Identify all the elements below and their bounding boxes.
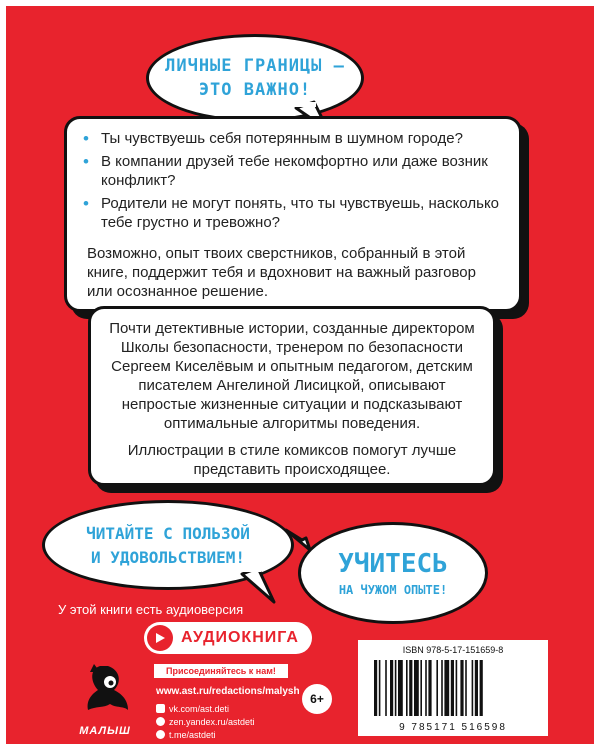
back-cover bbox=[6, 6, 594, 744]
bubble-read-line2: И УДОВОЛЬСТВИЕМ! bbox=[90, 547, 246, 567]
malysh-logo-icon bbox=[70, 660, 140, 720]
isbn-digits: 9 785171 516598 bbox=[399, 722, 507, 733]
zen-icon bbox=[156, 717, 165, 726]
audiobook-badge[interactable] bbox=[144, 622, 312, 654]
isbn-box bbox=[358, 640, 548, 736]
logo-text: МАЛЫШ bbox=[79, 725, 131, 737]
panel1-paragraph: Возможно, опыт твоих сверстников, собранный в этой книге, поддержит тебя и вдохновит на важный разговор или осознанное решение. bbox=[87, 245, 476, 300]
vk-icon bbox=[156, 704, 165, 713]
questions-list bbox=[81, 129, 505, 232]
bullet-icon: • bbox=[83, 194, 89, 213]
panel2-paragraph1: Почти детективные истории, созданные директором Школы безопасности, тренером по безопасности Сергеем Киселёвым и опытным педагогом, детским писателем Ангелиной Лисицкой, описывают непростые жизненные ситуации и подсказывают оптимальные алгоритмы поведения. bbox=[109, 320, 475, 432]
social-links bbox=[156, 702, 255, 741]
telegram-icon bbox=[156, 730, 165, 739]
bubble-top-line1: ЛИЧНЫЕ ГРАНИЦЫ — bbox=[165, 56, 345, 76]
isbn-label: ISBN 978-5-17-151659-8 bbox=[402, 645, 504, 655]
social-link-vk[interactable]: vk.com/ast.deti bbox=[156, 702, 255, 715]
list-item: • Родители не могут понять, что ты чувствуешь, насколько тебе грустно и тревожно? bbox=[83, 194, 500, 231]
age-rating: 6+ bbox=[310, 692, 324, 706]
age-rating-badge bbox=[302, 684, 332, 714]
audiobook-icon bbox=[147, 625, 173, 651]
description-panel bbox=[88, 306, 496, 486]
questions-panel bbox=[64, 116, 522, 312]
publisher-logo bbox=[70, 660, 140, 736]
bubble-top-line2: ЭТО ВАЖНО! bbox=[198, 80, 312, 100]
list-item: • В компании друзей тебе некомфортно или даже возник конфликт? bbox=[83, 152, 488, 189]
bullet-icon: • bbox=[83, 152, 89, 171]
social-link-zen[interactable]: zen.yandex.ru/astdeti bbox=[156, 715, 255, 728]
bubble-learn-line2: НА ЧУЖОМ ОПЫТЕ! bbox=[338, 583, 448, 597]
list-item: • Ты чувствуешь себя потерянным в шумном городе? bbox=[83, 129, 463, 148]
audiobook-note: У этой книги есть аудиоверсия bbox=[58, 602, 244, 617]
panel2-paragraph2: Иллюстрации в стиле комиксов помогут лучше представить происходящее. bbox=[127, 442, 457, 478]
bullet-icon: • bbox=[83, 129, 89, 148]
join-banner: Присоединяйтесь к нам! bbox=[154, 664, 288, 678]
speech-bubble-read-tail bbox=[6, 476, 306, 616]
audiobook-label: АУДИОКНИГА bbox=[181, 629, 299, 646]
speech-bubble-learn-tail bbox=[276, 516, 336, 576]
publisher-site[interactable]: www.ast.ru/redactions/malysh bbox=[156, 686, 300, 697]
bubble-learn-line1: УЧИТЕСЬ bbox=[338, 549, 448, 579]
barcode-icon bbox=[374, 660, 532, 716]
bubble-read-line1: ЧИТАЙТЕ С ПОЛЬЗОЙ bbox=[86, 523, 250, 543]
social-link-telegram[interactable]: t.me/astdeti bbox=[156, 728, 255, 741]
